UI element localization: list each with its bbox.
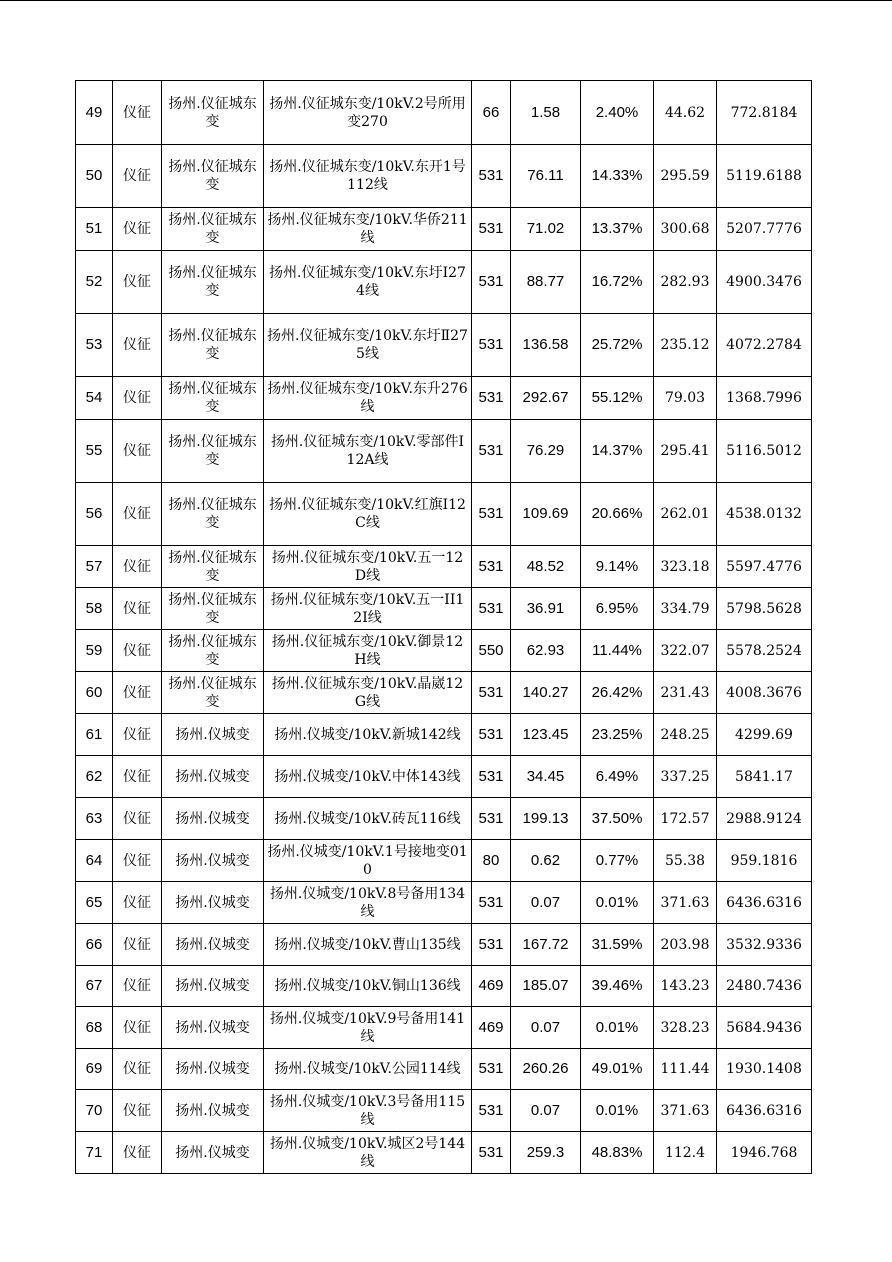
cell-substation: 扬州.仪城变 — [162, 966, 264, 1007]
cell-margin-value: 172.57 — [654, 798, 717, 840]
cell-index: 51 — [76, 208, 113, 251]
cell-load-value: 109.69 — [511, 483, 581, 546]
table-row — [76, 81, 812, 145]
cell-rated-value: 531 — [472, 756, 511, 798]
cell-feeder-line: 扬州.仪城变/10kV.城区2号144线 — [264, 1132, 472, 1174]
cell-index: 53 — [76, 314, 113, 377]
cell-margin-value: 295.59 — [654, 145, 717, 208]
cell-load-rate: 49.01% — [581, 1049, 654, 1090]
cell-region: 仪征 — [113, 314, 162, 377]
cell-region: 仪征 — [113, 966, 162, 1007]
cell-capacity-value: 5597.4776 — [717, 546, 812, 588]
cell-load-value: 0.07 — [511, 882, 581, 924]
cell-feeder-line: 扬州.仪征城东变/10kV.五一12D线 — [264, 546, 472, 588]
table-row — [76, 924, 812, 966]
cell-rated-value: 531 — [472, 1090, 511, 1132]
cell-index: 49 — [76, 81, 113, 145]
cell-capacity-value: 5841.17 — [717, 756, 812, 798]
cell-substation: 扬州.仪城变 — [162, 1132, 264, 1174]
cell-load-value: 140.27 — [511, 672, 581, 714]
table-row — [76, 377, 812, 420]
cell-capacity-value: 959.1816 — [717, 840, 812, 882]
cell-capacity-value: 5684.9436 — [717, 1007, 812, 1049]
feeder-load-table — [75, 80, 812, 1174]
table-row — [76, 1090, 812, 1132]
cell-substation: 扬州.仪城变 — [162, 798, 264, 840]
cell-load-rate: 31.59% — [581, 924, 654, 966]
cell-substation: 扬州.仪征城东变 — [162, 483, 264, 546]
cell-feeder-line: 扬州.仪城变/10kV.中体143线 — [264, 756, 472, 798]
cell-index: 59 — [76, 630, 113, 672]
cell-feeder-line: 扬州.仪城变/10kV.8号备用134线 — [264, 882, 472, 924]
cell-load-rate: 0.01% — [581, 1090, 654, 1132]
cell-feeder-line: 扬州.仪城变/10kV.曹山135线 — [264, 924, 472, 966]
cell-margin-value: 79.03 — [654, 377, 717, 420]
cell-rated-value: 531 — [472, 483, 511, 546]
cell-region: 仪征 — [113, 840, 162, 882]
cell-margin-value: 334.79 — [654, 588, 717, 630]
cell-feeder-line: 扬州.仪征城东变/10kV.东圩Ⅰ274线 — [264, 251, 472, 314]
cell-index: 61 — [76, 714, 113, 756]
cell-load-value: 76.11 — [511, 145, 581, 208]
cell-capacity-value: 6436.6316 — [717, 1090, 812, 1132]
cell-margin-value: 300.68 — [654, 208, 717, 251]
cell-index: 52 — [76, 251, 113, 314]
table-row — [76, 546, 812, 588]
cell-load-rate: 2.40% — [581, 81, 654, 145]
cell-index: 62 — [76, 756, 113, 798]
cell-rated-value: 531 — [472, 798, 511, 840]
table-row — [76, 588, 812, 630]
cell-region: 仪征 — [113, 672, 162, 714]
cell-index: 68 — [76, 1007, 113, 1049]
cell-margin-value: 295.41 — [654, 420, 717, 483]
cell-load-value: 71.02 — [511, 208, 581, 251]
cell-index: 60 — [76, 672, 113, 714]
cell-margin-value: 248.25 — [654, 714, 717, 756]
cell-region: 仪征 — [113, 1049, 162, 1090]
cell-feeder-line: 扬州.仪征城东变/10kV.东开1号112线 — [264, 145, 472, 208]
table-row — [76, 1007, 812, 1049]
cell-margin-value: 328.23 — [654, 1007, 717, 1049]
cell-capacity-value: 2480.7436 — [717, 966, 812, 1007]
cell-rated-value: 531 — [472, 251, 511, 314]
cell-load-value: 260.26 — [511, 1049, 581, 1090]
cell-load-rate: 23.25% — [581, 714, 654, 756]
cell-rated-value: 531 — [472, 546, 511, 588]
cell-margin-value: 231.43 — [654, 672, 717, 714]
cell-load-rate: 25.72% — [581, 314, 654, 377]
cell-load-rate: 6.49% — [581, 756, 654, 798]
cell-substation: 扬州.仪征城东变 — [162, 420, 264, 483]
cell-load-value: 185.07 — [511, 966, 581, 1007]
cell-capacity-value: 2988.9124 — [717, 798, 812, 840]
table-row — [76, 1049, 812, 1090]
cell-margin-value: 322.07 — [654, 630, 717, 672]
cell-rated-value: 531 — [472, 420, 511, 483]
cell-rated-value: 531 — [472, 1049, 511, 1090]
cell-margin-value: 112.4 — [654, 1132, 717, 1174]
cell-index: 54 — [76, 377, 113, 420]
cell-region: 仪征 — [113, 420, 162, 483]
cell-substation: 扬州.仪征城东变 — [162, 546, 264, 588]
cell-capacity-value: 4538.0132 — [717, 483, 812, 546]
cell-load-rate: 55.12% — [581, 377, 654, 420]
cell-capacity-value: 5119.6188 — [717, 145, 812, 208]
cell-load-rate: 0.01% — [581, 1007, 654, 1049]
cell-load-rate: 6.95% — [581, 588, 654, 630]
table-row — [76, 882, 812, 924]
cell-load-value: 136.58 — [511, 314, 581, 377]
table-row — [76, 314, 812, 377]
cell-region: 仪征 — [113, 924, 162, 966]
table-row — [76, 208, 812, 251]
cell-region: 仪征 — [113, 483, 162, 546]
cell-substation: 扬州.仪城变 — [162, 1007, 264, 1049]
cell-feeder-line: 扬州.仪城变/10kV.公园114线 — [264, 1049, 472, 1090]
cell-substation: 扬州.仪城变 — [162, 1090, 264, 1132]
cell-rated-value: 531 — [472, 924, 511, 966]
cell-load-rate: 11.44% — [581, 630, 654, 672]
cell-substation: 扬州.仪征城东变 — [162, 588, 264, 630]
cell-margin-value: 371.63 — [654, 882, 717, 924]
cell-capacity-value: 4900.3476 — [717, 251, 812, 314]
cell-rated-value: 80 — [472, 840, 511, 882]
cell-margin-value: 143.23 — [654, 966, 717, 1007]
cell-rated-value: 531 — [472, 672, 511, 714]
cell-load-rate: 14.33% — [581, 145, 654, 208]
cell-margin-value: 111.44 — [654, 1049, 717, 1090]
page-top-rule — [0, 0, 892, 1]
cell-index: 70 — [76, 1090, 113, 1132]
cell-load-rate: 16.72% — [581, 251, 654, 314]
cell-substation: 扬州.仪征城东变 — [162, 81, 264, 145]
cell-load-value: 34.45 — [511, 756, 581, 798]
cell-index: 50 — [76, 145, 113, 208]
cell-region: 仪征 — [113, 208, 162, 251]
cell-rated-value: 469 — [472, 966, 511, 1007]
cell-feeder-line: 扬州.仪城变/10kV.新城142线 — [264, 714, 472, 756]
cell-feeder-line: 扬州.仪征城东变/10kV.零部件Ⅰ12A线 — [264, 420, 472, 483]
table-row — [76, 251, 812, 314]
cell-load-rate: 13.37% — [581, 208, 654, 251]
cell-load-value: 1.58 — [511, 81, 581, 145]
cell-rated-value: 531 — [472, 882, 511, 924]
cell-substation: 扬州.仪城变 — [162, 882, 264, 924]
cell-substation: 扬州.仪征城东变 — [162, 145, 264, 208]
cell-index: 65 — [76, 882, 113, 924]
cell-region: 仪征 — [113, 630, 162, 672]
cell-feeder-line: 扬州.仪征城东变/10kV.五一II12I线 — [264, 588, 472, 630]
cell-feeder-line: 扬州.仪征城东变/10kV.御景12H线 — [264, 630, 472, 672]
cell-load-value: 88.77 — [511, 251, 581, 314]
cell-index: 57 — [76, 546, 113, 588]
cell-index: 58 — [76, 588, 113, 630]
table-row — [76, 1132, 812, 1174]
cell-capacity-value: 5578.2524 — [717, 630, 812, 672]
cell-margin-value: 203.98 — [654, 924, 717, 966]
table-row — [76, 630, 812, 672]
cell-capacity-value: 772.8184 — [717, 81, 812, 145]
cell-region: 仪征 — [113, 81, 162, 145]
cell-margin-value: 55.38 — [654, 840, 717, 882]
cell-feeder-line: 扬州.仪城变/10kV.1号接地变010 — [264, 840, 472, 882]
cell-rated-value: 550 — [472, 630, 511, 672]
cell-capacity-value: 1930.1408 — [717, 1049, 812, 1090]
cell-load-value: 0.62 — [511, 840, 581, 882]
cell-region: 仪征 — [113, 1090, 162, 1132]
cell-load-rate: 37.50% — [581, 798, 654, 840]
cell-load-value: 167.72 — [511, 924, 581, 966]
cell-load-rate: 14.37% — [581, 420, 654, 483]
cell-capacity-value: 4299.69 — [717, 714, 812, 756]
table-row — [76, 966, 812, 1007]
cell-margin-value: 371.63 — [654, 1090, 717, 1132]
cell-feeder-line: 扬州.仪城变/10kV.3号备用115线 — [264, 1090, 472, 1132]
cell-load-value: 48.52 — [511, 546, 581, 588]
cell-rated-value: 531 — [472, 208, 511, 251]
cell-index: 55 — [76, 420, 113, 483]
cell-capacity-value: 1946.768 — [717, 1132, 812, 1174]
cell-substation: 扬州.仪城变 — [162, 840, 264, 882]
cell-feeder-line: 扬州.仪城变/10kV.铜山136线 — [264, 966, 472, 1007]
cell-load-value: 123.45 — [511, 714, 581, 756]
cell-margin-value: 323.18 — [654, 546, 717, 588]
cell-load-rate: 48.83% — [581, 1132, 654, 1174]
cell-load-value: 76.29 — [511, 420, 581, 483]
cell-substation: 扬州.仪城变 — [162, 1049, 264, 1090]
cell-load-rate: 26.42% — [581, 672, 654, 714]
cell-index: 63 — [76, 798, 113, 840]
table-row — [76, 483, 812, 546]
cell-substation: 扬州.仪征城东变 — [162, 630, 264, 672]
table-row — [76, 840, 812, 882]
cell-capacity-value: 5207.7776 — [717, 208, 812, 251]
cell-index: 67 — [76, 966, 113, 1007]
cell-index: 69 — [76, 1049, 113, 1090]
cell-region: 仪征 — [113, 588, 162, 630]
cell-load-value: 292.67 — [511, 377, 581, 420]
cell-substation: 扬州.仪征城东变 — [162, 314, 264, 377]
cell-region: 仪征 — [113, 798, 162, 840]
cell-load-rate: 0.77% — [581, 840, 654, 882]
cell-load-rate: 9.14% — [581, 546, 654, 588]
cell-load-rate: 0.01% — [581, 882, 654, 924]
cell-region: 仪征 — [113, 882, 162, 924]
cell-feeder-line: 扬州.仪征城东变/10kV.东升276线 — [264, 377, 472, 420]
cell-region: 仪征 — [113, 145, 162, 208]
cell-rated-value: 66 — [472, 81, 511, 145]
cell-load-value: 0.07 — [511, 1007, 581, 1049]
cell-capacity-value: 4072.2784 — [717, 314, 812, 377]
table-row — [76, 145, 812, 208]
table-row — [76, 420, 812, 483]
cell-feeder-line: 扬州.仪征城东变/10kV.华侨211线 — [264, 208, 472, 251]
cell-feeder-line: 扬州.仪征城东变/10kV.2号所用变270 — [264, 81, 472, 145]
cell-region: 仪征 — [113, 251, 162, 314]
cell-region: 仪征 — [113, 756, 162, 798]
cell-rated-value: 469 — [472, 1007, 511, 1049]
cell-region: 仪征 — [113, 714, 162, 756]
cell-margin-value: 44.62 — [654, 81, 717, 145]
cell-margin-value: 262.01 — [654, 483, 717, 546]
cell-region: 仪征 — [113, 1132, 162, 1174]
cell-margin-value: 337.25 — [654, 756, 717, 798]
cell-rated-value: 531 — [472, 314, 511, 377]
cell-margin-value: 235.12 — [654, 314, 717, 377]
cell-feeder-line: 扬州.仪城变/10kV.9号备用141线 — [264, 1007, 472, 1049]
cell-feeder-line: 扬州.仪征城东变/10kV.晶崴12G线 — [264, 672, 472, 714]
table-body — [76, 81, 812, 1174]
table-row — [76, 756, 812, 798]
cell-feeder-line: 扬州.仪征城东变/10kV.红旗Ⅰ12C线 — [264, 483, 472, 546]
cell-index: 66 — [76, 924, 113, 966]
cell-index: 71 — [76, 1132, 113, 1174]
cell-capacity-value: 4008.3676 — [717, 672, 812, 714]
table-row — [76, 714, 812, 756]
cell-capacity-value: 1368.7996 — [717, 377, 812, 420]
cell-load-value: 62.93 — [511, 630, 581, 672]
cell-feeder-line: 扬州.仪城变/10kV.砖瓦116线 — [264, 798, 472, 840]
cell-substation: 扬州.仪城变 — [162, 756, 264, 798]
cell-rated-value: 531 — [472, 588, 511, 630]
cell-region: 仪征 — [113, 1007, 162, 1049]
cell-capacity-value: 3532.9336 — [717, 924, 812, 966]
cell-substation: 扬州.仪城变 — [162, 924, 264, 966]
cell-capacity-value: 5798.5628 — [717, 588, 812, 630]
cell-substation: 扬州.仪征城东变 — [162, 377, 264, 420]
cell-substation: 扬州.仪城变 — [162, 714, 264, 756]
cell-region: 仪征 — [113, 546, 162, 588]
cell-index: 56 — [76, 483, 113, 546]
table-row — [76, 672, 812, 714]
table-row — [76, 798, 812, 840]
cell-rated-value: 531 — [472, 377, 511, 420]
cell-rated-value: 531 — [472, 1132, 511, 1174]
cell-load-value: 0.07 — [511, 1090, 581, 1132]
cell-load-value: 36.91 — [511, 588, 581, 630]
cell-rated-value: 531 — [472, 145, 511, 208]
cell-region: 仪征 — [113, 377, 162, 420]
cell-load-value: 199.13 — [511, 798, 581, 840]
cell-substation: 扬州.仪征城东变 — [162, 672, 264, 714]
cell-load-value: 259.3 — [511, 1132, 581, 1174]
cell-index: 64 — [76, 840, 113, 882]
cell-capacity-value: 6436.6316 — [717, 882, 812, 924]
cell-load-rate: 20.66% — [581, 483, 654, 546]
cell-substation: 扬州.仪征城东变 — [162, 251, 264, 314]
cell-capacity-value: 5116.5012 — [717, 420, 812, 483]
cell-feeder-line: 扬州.仪征城东变/10kV.东圩Ⅱ275线 — [264, 314, 472, 377]
cell-margin-value: 282.93 — [654, 251, 717, 314]
cell-rated-value: 531 — [472, 714, 511, 756]
cell-load-rate: 39.46% — [581, 966, 654, 1007]
cell-substation: 扬州.仪征城东变 — [162, 208, 264, 251]
